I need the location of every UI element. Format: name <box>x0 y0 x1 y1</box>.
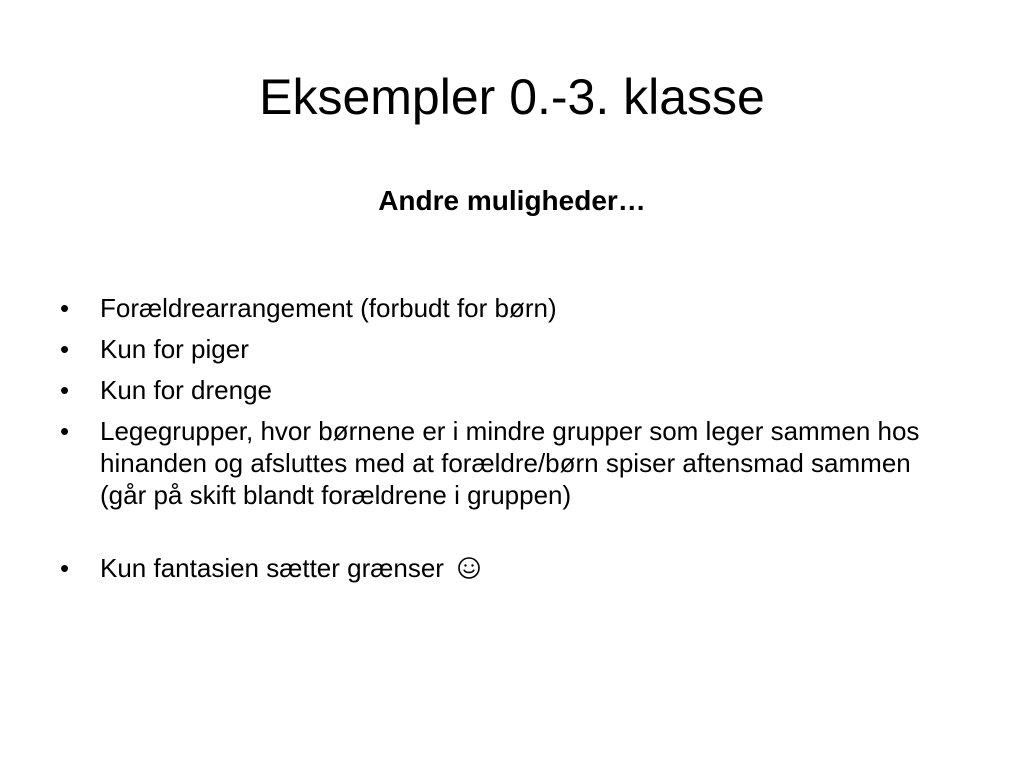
bullet-list <box>60 292 960 596</box>
slide-title: Eksempler 0.-3. klasse <box>259 69 765 125</box>
list-item <box>60 415 960 511</box>
bullet-icon: • <box>60 416 70 446</box>
bullet-icon: • <box>60 553 70 583</box>
bullet-text: Legegrupper, hvor børnene er i mindre grupper som leger sammen hos hinanden og afsluttes med at forældre/børn spiser aftensmad sammen (går på skift blandt forældrene i gruppen) <box>100 416 920 510</box>
list-item <box>60 292 960 324</box>
bullet-text: Kun fantasien sætter grænser <box>100 553 444 583</box>
list-item <box>60 374 960 406</box>
slide-subtitle: Andre muligheder… <box>378 185 646 216</box>
bullet-icon: • <box>60 375 70 405</box>
bullet-icon: • <box>60 334 70 364</box>
list-item <box>60 333 960 365</box>
bullet-icon: • <box>60 293 70 323</box>
list-item <box>60 552 960 587</box>
bullet-text: Kun for drenge <box>100 375 273 405</box>
bullet-text: Forældrearrangement (forbudt for børn) <box>100 293 557 323</box>
bullet-text: Kun for piger <box>100 334 249 364</box>
smiley-icon <box>457 555 481 587</box>
